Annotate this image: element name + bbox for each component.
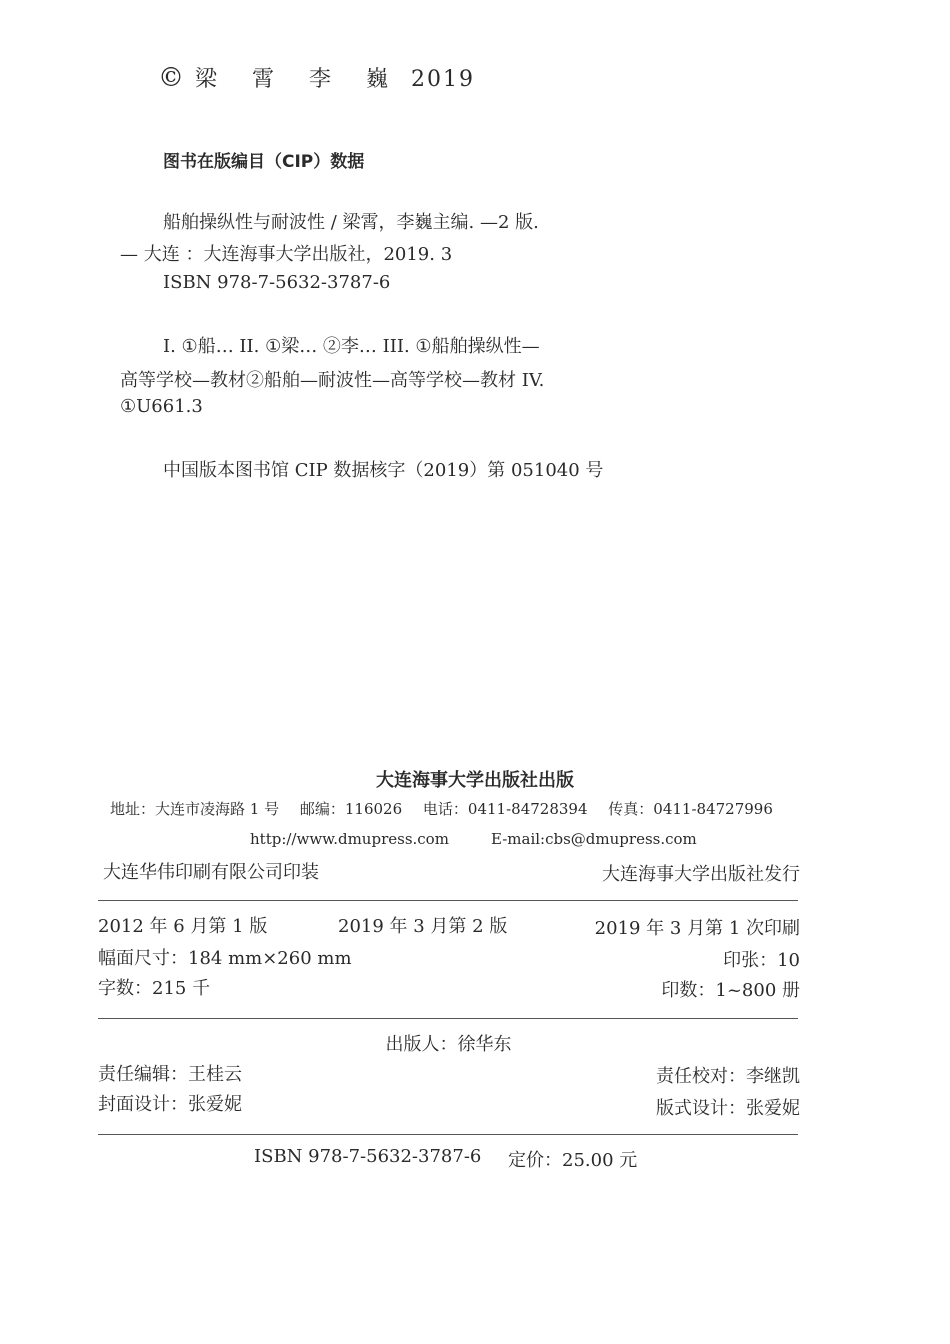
page-format: 幅面尺寸：184 mm×260 mm (98, 948, 352, 969)
cip-subject-line-2: 高等学校—教材②船舶—耐波性—高等学校—教材 IV. (120, 370, 545, 391)
publisher-person: 出版人：徐华东 (385, 1034, 512, 1055)
publisher-name: 大连海事大学出版社出版 (376, 770, 574, 791)
word-count: 字数：215 千 (98, 978, 211, 999)
fax: 传真：0411-84727996 (608, 800, 773, 818)
printed-sheets: 印张：10 (723, 950, 800, 971)
cip-publisher-line: — 大连 ：大连海事大学出版社，2019. 3 (120, 244, 453, 265)
divider (98, 1134, 798, 1135)
cip-isbn-line: ISBN 978-7-5632-3787-6 (163, 272, 391, 293)
layout-designer: 版式设计：张爱妮 (656, 1098, 800, 1119)
copyright-names: 梁 霄 李 巍 (195, 67, 402, 92)
email: E-mail:cbs@dmupress.com (491, 830, 697, 848)
first-edition: 2012 年 6 月第 1 版 (98, 916, 268, 937)
copyright-symbol: © (158, 63, 186, 93)
responsible-editor: 责任编辑：王桂云 (98, 1064, 242, 1085)
printer: 大连华伟印刷有限公司印装 (103, 862, 319, 883)
contact-info (110, 798, 789, 819)
proofreader: 责任校对：李继凯 (656, 1066, 800, 1087)
cip-title-line: 船舶操纵性与耐波性 / 梁霄，李巍主编. —2 版. (163, 212, 539, 233)
second-edition: 2019 年 3 月第 2 版 (338, 916, 508, 937)
cover-designer: 封面设计：张爱妮 (98, 1094, 242, 1115)
divider (98, 1018, 798, 1019)
print-run: 印数：1~800 册 (661, 980, 800, 1001)
cip-record-number: 中国版本图书馆 CIP 数据核字（2019）第 051040 号 (163, 460, 604, 481)
printing-info: 2019 年 3 月第 1 次印刷 (594, 918, 800, 939)
address: 地址：大连市凌海路 1 号 (110, 800, 280, 818)
price: 定价：25.00 元 (508, 1150, 638, 1171)
website: http://www.dmupress.com (250, 830, 449, 848)
copyright-line (158, 62, 475, 93)
cip-classification-line: ①U661.3 (120, 396, 203, 417)
divider (98, 900, 798, 901)
isbn: ISBN 978-7-5632-3787-6 (254, 1146, 482, 1167)
copyright-year: 2019 (410, 67, 475, 92)
cip-subject-line-1: I. ①船… II. ①梁… ②李… III. ①船舶操纵性— (163, 336, 540, 357)
distributor: 大连海事大学出版社发行 (602, 864, 800, 885)
postcode: 邮编：116026 (299, 800, 403, 818)
cip-heading: 图书在版编目（CIP）数据 (163, 152, 365, 172)
phone: 电话：0411-84728394 (422, 800, 588, 818)
